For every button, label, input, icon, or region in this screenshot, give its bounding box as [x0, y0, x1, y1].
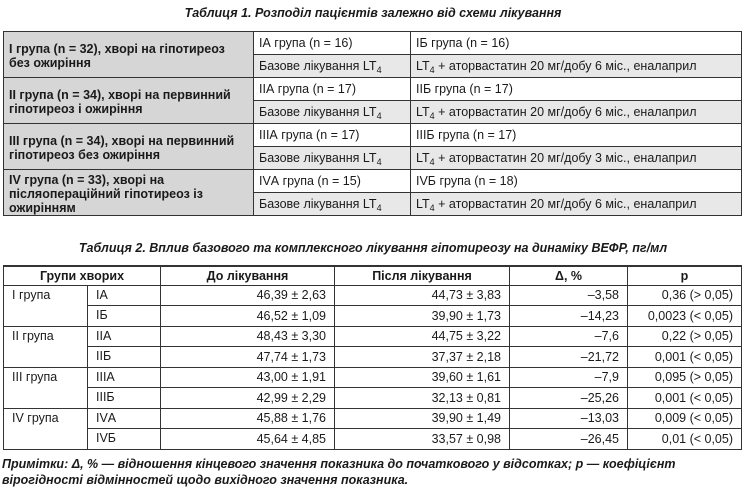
subgroup-label: IIА	[88, 326, 161, 347]
group-label: I група	[4, 285, 88, 326]
value-delta: –14,23	[510, 306, 628, 327]
value-p: 0,001 (< 0,05)	[628, 347, 742, 368]
table2-header-row	[4, 266, 742, 285]
value-delta: –21,72	[510, 347, 628, 368]
subgroup-label: IБ	[88, 306, 161, 327]
value-p: 0,001 (< 0,05)	[628, 388, 742, 409]
treatment-a-sub: 4	[376, 111, 382, 121]
treatment-a-text: Базове лікування LT	[259, 197, 377, 211]
treatment-scheme-table	[3, 31, 742, 216]
value-before: 42,99 ± 2,29	[161, 388, 335, 409]
treatment-a-text: Базове лікування LT	[259, 151, 377, 165]
treatment-b-post: + аторвастатин 20 мг/добу 6 міс., еналаприл	[434, 59, 697, 73]
value-delta: –3,58	[510, 285, 628, 306]
scheme-row	[4, 124, 742, 147]
subgroup-label: IVБ	[88, 429, 161, 450]
table-notes: Примітки: Δ, % — відношення кінцевого значення показника до початкового у відсотках; p — коефіцієнт вірогідності відмінностей щодо вихідного значення показника.	[2, 457, 676, 487]
group-label: III група (n = 34), хворі на первинний гіпотиреоз без ожиріння	[4, 124, 254, 170]
treatment-b	[411, 193, 742, 216]
table-row	[4, 408, 742, 429]
treatment-b	[411, 55, 742, 78]
treatment-b-pre: LT	[416, 151, 430, 165]
treatment-b-sub: 4	[429, 203, 435, 213]
subgroup-b: IБ група (n = 16)	[411, 32, 742, 55]
value-after: 39,60 ± 1,61	[335, 367, 510, 388]
value-before: 45,88 ± 1,76	[161, 408, 335, 429]
header-after: Після лікування	[335, 266, 510, 285]
value-delta: –13,03	[510, 408, 628, 429]
treatment-b	[411, 101, 742, 124]
table-row	[4, 285, 742, 306]
treatment-b-pre: LT	[416, 59, 430, 73]
value-before: 46,39 ± 2,63	[161, 285, 335, 306]
table-row	[4, 429, 742, 450]
value-p: 0,36 (> 0,05)	[628, 285, 742, 306]
subgroup-label: IА	[88, 285, 161, 306]
treatment-b-pre: LT	[416, 197, 430, 211]
value-delta: –25,26	[510, 388, 628, 409]
treatment-a-sub: 4	[376, 157, 382, 167]
header-before: До лікування	[161, 266, 335, 285]
subgroup-a: IVА група (n = 15)	[254, 170, 411, 193]
value-after: 37,37 ± 2,18	[335, 347, 510, 368]
treatment-b-sub: 4	[429, 157, 435, 167]
treatment-a-sub: 4	[376, 203, 382, 213]
table-row	[4, 347, 742, 368]
value-p: 0,009 (< 0,05)	[628, 408, 742, 429]
group-label: IV група	[4, 408, 88, 449]
value-p: 0,22 (> 0,05)	[628, 326, 742, 347]
subgroup-b: IIБ група (n = 17)	[411, 78, 742, 101]
value-after: 32,13 ± 0,81	[335, 388, 510, 409]
group-label: III група	[4, 367, 88, 408]
subgroup-label: IVА	[88, 408, 161, 429]
value-after: 39,90 ± 1,49	[335, 408, 510, 429]
value-after: 44,75 ± 3,22	[335, 326, 510, 347]
value-before: 45,64 ± 4,85	[161, 429, 335, 450]
treatment-b	[411, 147, 742, 170]
treatment-b-post: + аторвастатин 20 мг/добу 3 міс., еналаприл	[434, 151, 697, 165]
group-label: I група (n = 32), хворі на гіпотиреоз без ожиріння	[4, 32, 254, 78]
subgroup-b: IIIБ група (n = 17)	[411, 124, 742, 147]
value-delta: –26,45	[510, 429, 628, 450]
table-row	[4, 306, 742, 327]
group-label: II група (n = 34), хворі на первинний гіпотиреоз і ожиріння	[4, 78, 254, 124]
value-p: 0,095 (> 0,05)	[628, 367, 742, 388]
table-row	[4, 326, 742, 347]
value-after: 39,90 ± 1,73	[335, 306, 510, 327]
treatment-a-text: Базове лікування LT	[259, 59, 377, 73]
value-p: 0,01 (< 0,05)	[628, 429, 742, 450]
table-row	[4, 367, 742, 388]
value-before: 47,74 ± 1,73	[161, 347, 335, 368]
subgroup-label: IIIА	[88, 367, 161, 388]
subgroup-label: IIIБ	[88, 388, 161, 409]
subgroup-b: IVБ група (n = 18)	[411, 170, 742, 193]
treatment-a	[254, 101, 411, 124]
subgroup-label: IIБ	[88, 347, 161, 368]
vegf-dynamics-table	[3, 265, 742, 450]
value-p: 0,0023 (< 0,05)	[628, 306, 742, 327]
treatment-b-sub: 4	[429, 111, 435, 121]
value-after: 44,73 ± 3,83	[335, 285, 510, 306]
table-row	[4, 388, 742, 409]
value-after: 33,57 ± 0,98	[335, 429, 510, 450]
treatment-b-post: + аторвастатин 20 мг/добу 6 міс., еналаприл	[434, 197, 697, 211]
group-label: II група	[4, 326, 88, 367]
scheme-row	[4, 170, 742, 193]
subgroup-a: IIА група (n = 17)	[254, 78, 411, 101]
value-delta: –7,9	[510, 367, 628, 388]
treatment-a	[254, 193, 411, 216]
subgroup-a: IIIА група (n = 17)	[254, 124, 411, 147]
header-groups: Групи хворих	[4, 266, 161, 285]
treatment-b-post: + аторвастатин 20 мг/добу 6 міс., еналаприл	[434, 105, 697, 119]
treatment-a	[254, 55, 411, 78]
treatment-b-pre: LT	[416, 105, 430, 119]
treatment-a-sub: 4	[376, 65, 382, 75]
scheme-row	[4, 78, 742, 101]
value-before: 46,52 ± 1,09	[161, 306, 335, 327]
header-p: p	[628, 266, 742, 285]
treatment-b-sub: 4	[429, 65, 435, 75]
value-delta: –7,6	[510, 326, 628, 347]
scheme-row	[4, 32, 742, 55]
value-before: 43,00 ± 1,91	[161, 367, 335, 388]
table2-caption: Таблиця 2. Вплив базового та комплексного лікування гіпотиреозу на динаміку ВЕФР, пг/мл	[78, 241, 668, 255]
treatment-a-text: Базове лікування LT	[259, 105, 377, 119]
value-before: 48,43 ± 3,30	[161, 326, 335, 347]
treatment-a	[254, 147, 411, 170]
header-delta: Δ, %	[510, 266, 628, 285]
subgroup-a: IА група (n = 16)	[254, 32, 411, 55]
table1-caption: Таблиця 1. Розподіл пацієнтів залежно від схеми лікування	[184, 6, 562, 20]
group-label: IV група (n = 33), хворі на післяопераційний гіпотиреоз із ожирінням	[4, 170, 254, 216]
